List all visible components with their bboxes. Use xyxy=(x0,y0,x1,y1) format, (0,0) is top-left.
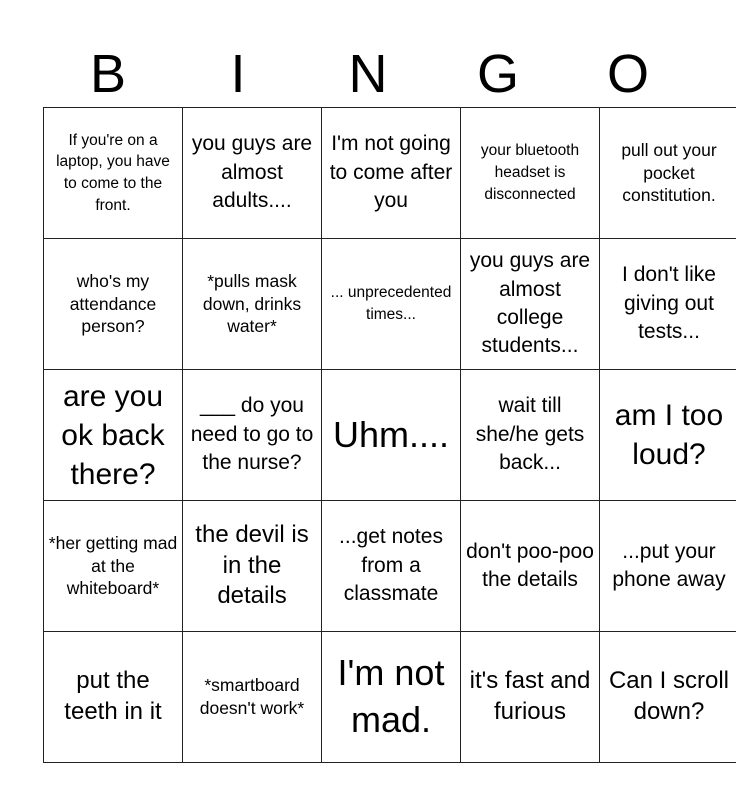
cell-text: you guys are almost college students... xyxy=(469,249,591,358)
cell-text: I don't like giving out tests... xyxy=(622,263,716,344)
board-row xyxy=(44,501,736,632)
cell-text: put the teeth in it xyxy=(64,667,162,725)
cell-text: pull out your pocket constitution. xyxy=(621,139,717,206)
header-letter-i: I xyxy=(230,44,246,104)
bingo-cell[interactable] xyxy=(461,632,600,763)
bingo-cell[interactable] xyxy=(183,632,322,763)
bingo-cell[interactable] xyxy=(600,239,736,370)
bingo-cell[interactable] xyxy=(183,108,322,239)
bingo-cell[interactable] xyxy=(600,370,736,501)
cell-text: I'm not going to come after you xyxy=(329,132,453,213)
bingo-cell[interactable] xyxy=(44,501,183,632)
bingo-cell[interactable] xyxy=(322,501,461,632)
header-letter-n: N xyxy=(348,44,388,104)
bingo-cell[interactable] xyxy=(461,370,600,501)
cell-text: you guys are almost adults.... xyxy=(191,132,313,213)
cell-text: I'm not mad. xyxy=(337,652,445,740)
cell-text: ___ do you need to go to the nurse? xyxy=(190,394,314,475)
board-row xyxy=(44,632,736,763)
bingo-cell[interactable] xyxy=(44,239,183,370)
bingo-cell[interactable] xyxy=(183,239,322,370)
cell-text: don't poo-poo the details xyxy=(466,539,594,591)
cell-text: ... unprecedented times... xyxy=(330,284,452,323)
cell-text: ...put your phone away xyxy=(612,539,726,591)
bingo-board xyxy=(43,107,736,763)
cell-text: your bluetooth headset is disconnected xyxy=(480,142,580,203)
bingo-cell[interactable] xyxy=(44,370,183,501)
cell-text: Uhm.... xyxy=(332,413,449,455)
bingo-cell[interactable] xyxy=(600,108,736,239)
bingo-cell[interactable] xyxy=(183,370,322,501)
cell-text: Can I scroll down? xyxy=(608,667,730,725)
cell-text: the devil is in the details xyxy=(195,520,309,610)
header-letter-b: B xyxy=(89,44,127,104)
cell-text: it's fast and furious xyxy=(469,667,591,725)
board-row xyxy=(44,370,736,501)
bingo-cell[interactable] xyxy=(461,108,600,239)
bingo-cell[interactable] xyxy=(322,370,461,501)
cell-text: *smartboard doesn't work* xyxy=(199,675,305,718)
header-letter-o: O xyxy=(606,44,649,104)
cell-text: are you ok back there? xyxy=(61,379,165,491)
bingo-cell[interactable] xyxy=(44,632,183,763)
cell-text: ...get notes from a classmate xyxy=(339,525,443,606)
board-row xyxy=(44,108,736,239)
bingo-cell[interactable] xyxy=(322,632,461,763)
cell-text: wait till she/he gets back... xyxy=(475,394,585,475)
bingo-cell[interactable] xyxy=(44,108,183,239)
bingo-cell[interactable] xyxy=(600,632,736,763)
cell-text: *her getting mad at the whiteboard* xyxy=(48,532,178,599)
bingo-cell[interactable] xyxy=(461,239,600,370)
bingo-cell[interactable] xyxy=(600,501,736,632)
header-letter-g: G xyxy=(476,44,519,104)
bingo-cell[interactable] xyxy=(322,239,461,370)
cell-text: If you're on a laptop, you have to come to the front. xyxy=(56,131,170,214)
cell-text: *pulls mask down, drinks water* xyxy=(202,270,302,337)
bingo-cell[interactable] xyxy=(183,501,322,632)
bingo-cell[interactable] xyxy=(461,501,600,632)
cell-text: who's my attendance person? xyxy=(69,270,157,337)
bingo-cell[interactable] xyxy=(322,108,461,239)
board-row xyxy=(44,239,736,370)
cell-text: am I too loud? xyxy=(614,399,724,471)
bingo-header xyxy=(43,40,693,108)
